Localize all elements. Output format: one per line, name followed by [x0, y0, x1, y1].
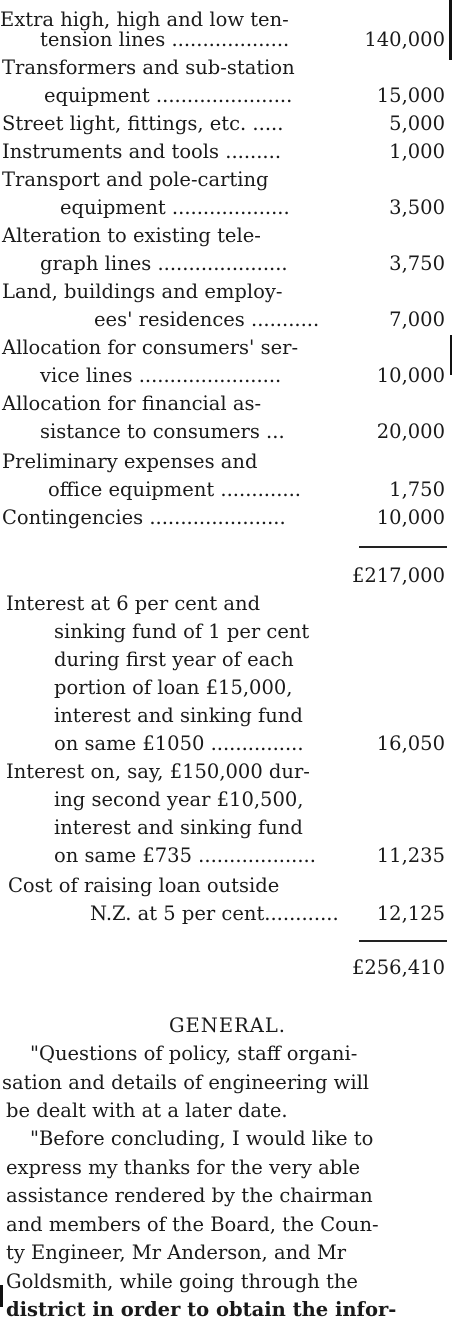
item-line: sinking fund of 1 per cent	[54, 620, 310, 643]
item-line: sistance to consumers ...	[40, 420, 285, 443]
item-line: Allocation for financial as-	[2, 392, 262, 415]
section-heading: GENERAL.	[168, 1014, 287, 1037]
paragraph-line: "Before concluding, I would like to	[30, 1127, 374, 1150]
item-line: equipment ......................	[44, 84, 293, 107]
subtotal-amount: £217,000	[351, 564, 445, 587]
sum-rule	[359, 546, 447, 548]
item-amount: 10,000	[376, 506, 445, 529]
paragraph-line: and members of the Board, the Coun-	[6, 1212, 379, 1236]
item-amount: 1,000	[389, 140, 445, 163]
item-line: Allocation for consumers' ser-	[2, 336, 299, 359]
item-line: during first year of each	[54, 648, 294, 671]
paragraph-line: district in order to obtain the infor-	[6, 1298, 397, 1321]
item-line: Street light, fittings, etc. .....	[2, 112, 284, 135]
item-line: portion of loan £15,000,	[54, 676, 293, 699]
item-amount: 5,000	[389, 112, 445, 135]
paragraph-line: ty Engineer, Mr Anderson, and Mr	[6, 1241, 347, 1264]
total-amount: £256,410	[351, 956, 445, 979]
item-line: vice lines .......................	[40, 364, 282, 387]
item-line: Instruments and tools .........	[2, 140, 282, 163]
item-amount: 11,235	[376, 844, 445, 867]
paragraph-line: express my thanks for the very able	[6, 1155, 360, 1179]
item-amount: 140,000	[364, 28, 445, 51]
item-amount: 12,125	[376, 902, 445, 925]
item-amount: 3,500	[389, 196, 445, 219]
item-amount: 10,000	[376, 364, 445, 387]
item-line: interest and sinking fund	[54, 816, 303, 839]
item-line: graph lines .....................	[40, 252, 288, 275]
item-amount: 20,000	[376, 420, 445, 443]
item-line: Extra high, high and low ten-	[0, 8, 289, 31]
item-line: Transformers and sub-station	[2, 56, 295, 79]
sum-rule	[359, 940, 447, 942]
paragraph	[0, 1040, 455, 1126]
paragraph-line: sation and details of engineering will	[2, 1070, 370, 1094]
item-line: Interest on, say, £150,000 dur-	[6, 760, 310, 783]
item-line: ing second year £10,500,	[54, 788, 304, 811]
item-line: Cost of raising loan outside	[8, 874, 280, 897]
item-amount: 7,000	[389, 308, 445, 331]
item-amount: 15,000	[376, 84, 445, 107]
paragraph-line: assistance rendered by the chairman	[6, 1184, 373, 1207]
item-line: office equipment .............	[48, 478, 301, 501]
item-line: N.Z. at 5 per cent............	[90, 902, 339, 925]
item-line: Contingencies ......................	[2, 506, 286, 529]
item-line: Alteration to existing tele-	[2, 224, 261, 247]
item-line: on same £1050 ...............	[54, 732, 304, 755]
paragraph-line: Goldsmith, while going through the	[6, 1269, 358, 1293]
paragraph-line: be dealt with at a later date.	[6, 1099, 288, 1122]
item-line: Interest at 6 per cent and	[6, 592, 261, 615]
paragraph	[0, 1125, 455, 1325]
item-line: Preliminary expenses and	[2, 450, 258, 473]
column-rule	[449, 0, 452, 60]
item-line: Land, buildings and employ-	[2, 280, 283, 303]
item-amount: 1,750	[389, 478, 445, 501]
item-amount: 3,750	[389, 252, 445, 275]
item-amount: 16,050	[376, 732, 445, 755]
paragraph-line: "Questions of policy, staff organi-	[30, 1042, 358, 1065]
item-line: tension lines ...................	[40, 28, 290, 51]
item-line: equipment ...................	[60, 196, 290, 219]
column-rule	[450, 335, 452, 375]
item-line: on same £735 ...................	[54, 844, 316, 867]
item-line: Transport and pole-carting	[2, 168, 269, 191]
item-line: ees' residences ...........	[94, 308, 320, 331]
item-line: interest and sinking fund	[54, 704, 303, 727]
